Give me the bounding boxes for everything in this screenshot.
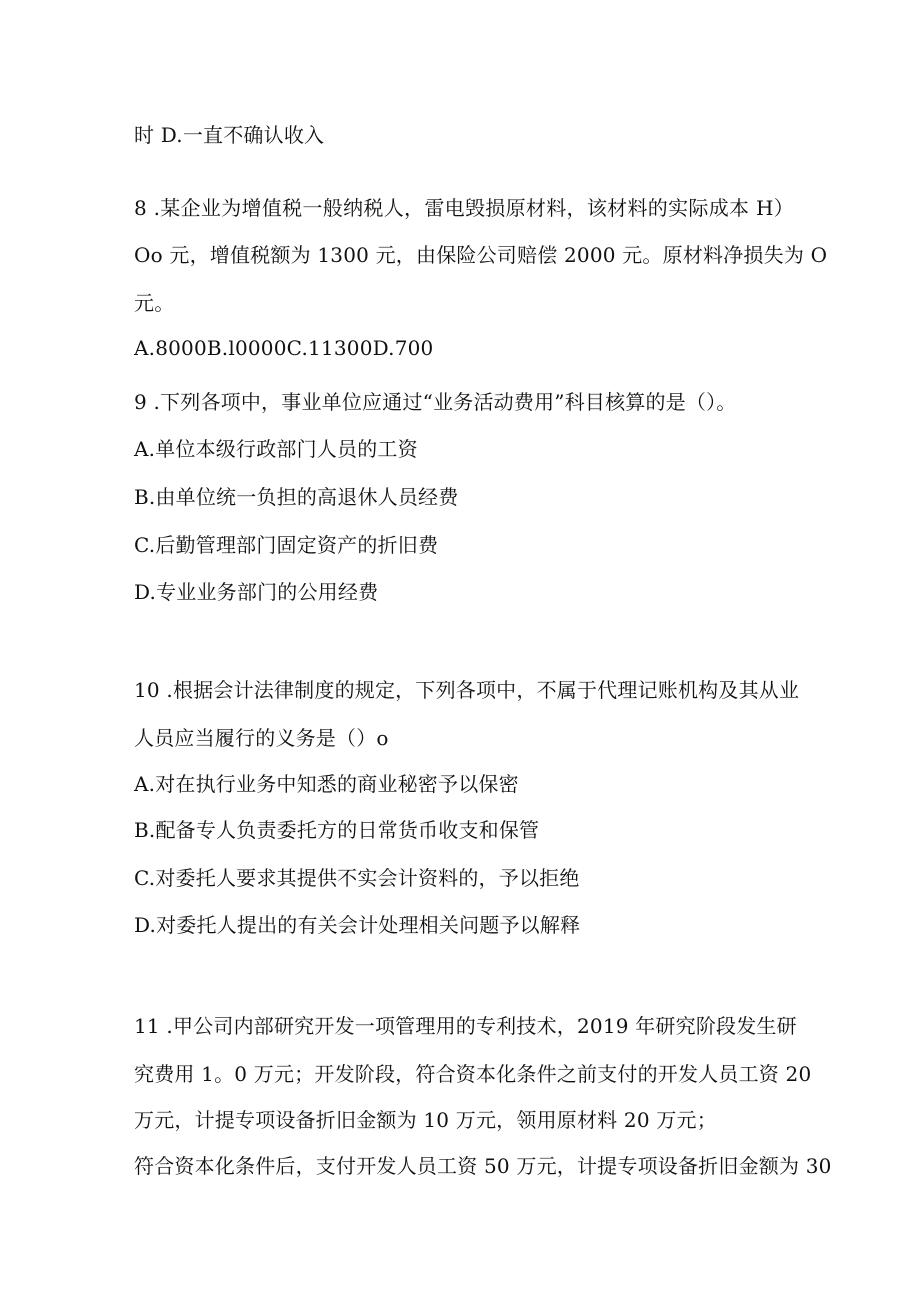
text-line-answer-d-continued: 时 D.一直不确认收入 xyxy=(134,123,325,147)
question-10-option-b: B.配备专人负责委托方的日常货币收支和保管 xyxy=(134,818,540,842)
question-10-option-d: D.对委托人提出的有关会计处理相关问题予以解释 xyxy=(134,913,581,937)
question-10-option-c: C.对委托人要求其提供不实会计资料的，予以拒绝 xyxy=(134,866,580,890)
question-10-line-2: 人员应当履行的义务是（）o xyxy=(134,726,389,750)
question-8-options: A.8000B.l0000C.11300D.700 xyxy=(134,336,434,360)
question-10-line-1: 10 .根据会计法律制度的规定，下列各项中，不属于代理记账机构及其从业 xyxy=(134,678,800,702)
question-11-line-2: 究费用 1。0 万元；开发阶段，符合资本化条件之前支付的开发人员工资 20 xyxy=(134,1062,812,1086)
question-8-line-2: Oo 元，增值税额为 1300 元，由保险公司赔偿 2000 元。原材料净损失为 O xyxy=(134,243,828,267)
question-11-line-3: 万元，计提专项设备折旧金额为 10 万元，领用原材料 20 万元； xyxy=(134,1108,717,1132)
question-9-option-d: D.专业业务部门的公用经费 xyxy=(134,580,379,604)
question-8-line-3: 元。 xyxy=(134,291,175,315)
question-9-stem: 9 .下列各项中，事业单位应通过“业务活动费用”科目核算的是（）。 xyxy=(134,390,737,414)
question-9-option-c: C.后勤管理部门固定资产的折旧费 xyxy=(134,533,439,557)
question-10-option-a: A.对在执行业务中知悉的商业秘密予以保密 xyxy=(134,772,519,796)
question-9-option-a: A.单位本级行政部门人员的工资 xyxy=(134,437,418,461)
question-8-line-1: 8 .某企业为增值税一般纳税人，雷电毁损原材料，该材料的实际成本 H） xyxy=(134,196,794,220)
question-11-line-4: 符合资本化条件后，支付开发人员工资 50 万元，计提专项设备折旧金额为 30 xyxy=(134,1154,832,1178)
question-9-option-b: B.由单位统一负担的高退休人员经费 xyxy=(134,485,459,509)
question-11-line-1: 11 .甲公司内部研究开发一项管理用的专利技术，2019 年研究阶段发生研 xyxy=(134,1014,797,1038)
